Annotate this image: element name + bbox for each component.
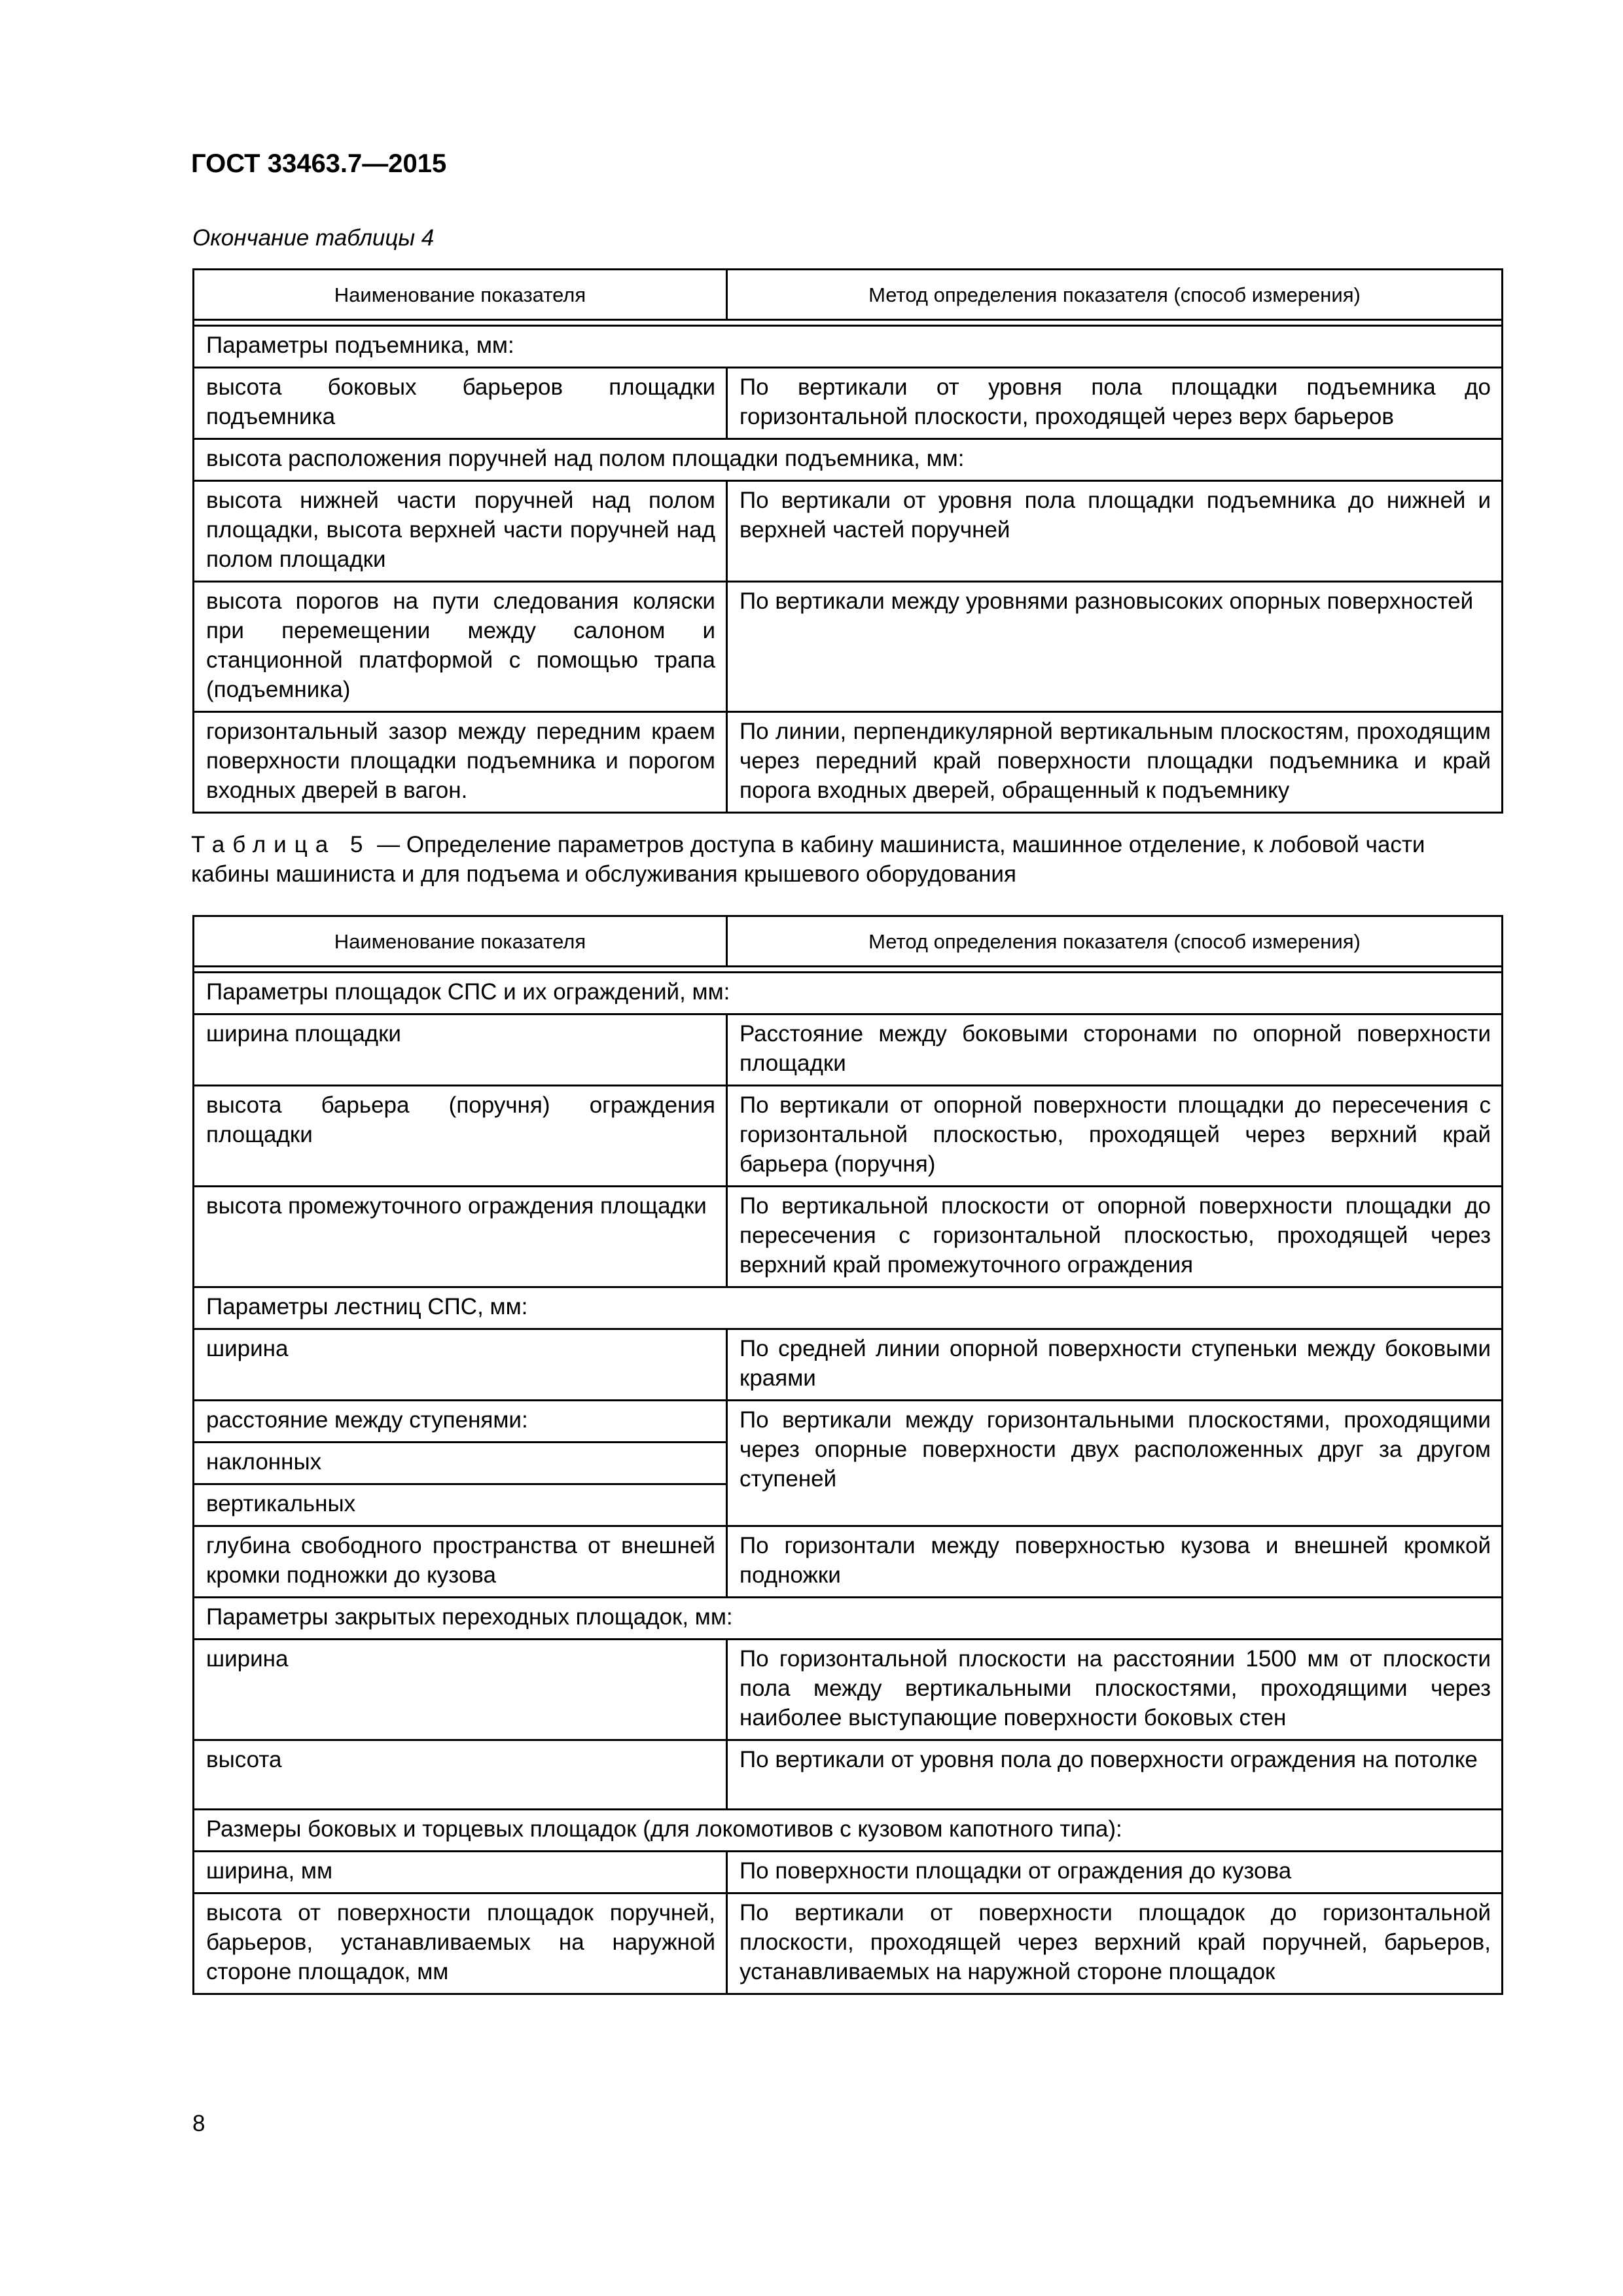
table5 xyxy=(192,915,1503,1995)
parameter-name-cell: вертикальных xyxy=(194,1484,727,1526)
parameter-name-cell: высота xyxy=(194,1740,727,1810)
parameter-name-cell: высота боковых барьеров площадки подъемника xyxy=(194,368,727,439)
method-cell: По вертикали от поверхности площадок до горизонтальной плоскости, проходящей через верхний край поручней, барьеров, устанавливаемых на наружной стороне площадок xyxy=(727,1893,1503,1994)
column-header-method: Метод определения показателя (способ измерения) xyxy=(727,916,1503,967)
table-row xyxy=(194,368,1503,439)
parameter-name-cell: высота барьера (поручня) ограждения площадки xyxy=(194,1086,727,1187)
method-cell: По горизонтали между поверхностью кузова и внешней кромкой подножки xyxy=(727,1526,1503,1598)
method-cell: По вертикали от уровня пола площадки подъемника до горизонтальной плоскости, проходящей через верх барьеров xyxy=(727,368,1503,439)
table5-caption xyxy=(191,830,1500,889)
column-header-name: Наименование показателя xyxy=(194,270,727,320)
table4 xyxy=(192,268,1503,814)
table-row xyxy=(194,1187,1503,1287)
method-cell: По средней линии опорной поверхности ступеньки между боковыми краями xyxy=(727,1329,1503,1401)
table-row xyxy=(194,1526,1503,1598)
method-cell: По вертикальной плоскости от опорной поверхности площадки до пересечения с горизонтальной плоскостью, проходящей через верхний край промежуточного ограждения xyxy=(727,1187,1503,1287)
section-row: Размеры боковых и торцевых площадок (для локомотивов с кузовом капотного типа): xyxy=(194,1810,1503,1852)
parameter-name-cell: высота промежуточного ограждения площадки xyxy=(194,1187,727,1287)
parameter-name-cell: ширина, мм xyxy=(194,1852,727,1893)
table-row xyxy=(194,1329,1503,1401)
table-row xyxy=(194,326,1503,368)
table-row xyxy=(194,1014,1503,1086)
table-row xyxy=(194,712,1503,813)
method-cell: По линии, перпендикулярной вертикальным плоскостям, проходящим через передний край поверхности площадки подъемника и край порога входных дверей, обращенный к подъемнику xyxy=(727,712,1503,813)
table-row xyxy=(194,1287,1503,1329)
table-row xyxy=(194,1893,1503,1994)
method-cell: По вертикали от уровня пола до поверхности ограждения на потолке xyxy=(727,1740,1503,1810)
parameter-name-cell: наклонных xyxy=(194,1443,727,1484)
header-separator xyxy=(194,320,1503,326)
table-row xyxy=(194,1810,1503,1852)
parameter-name-cell: ширина площадки xyxy=(194,1014,727,1086)
parameter-name-cell: высота от поверхности площадок поручней, барьеров, устанавливаемых на наружной стороне площадок, мм xyxy=(194,1893,727,1994)
table-header-row xyxy=(194,916,1503,967)
header-separator xyxy=(194,967,1503,973)
section-row: Параметры закрытых переходных площадок, мм: xyxy=(194,1598,1503,1640)
column-header-name: Наименование показателя xyxy=(194,916,727,967)
table-row xyxy=(194,973,1503,1014)
table-row xyxy=(194,582,1503,712)
section-row: Параметры площадок СПС и их ограждений, мм: xyxy=(194,973,1503,1014)
parameter-name-cell: горизонтальный зазор между передним краем поверхности площадки подъемника и порогом входных дверей в вагон. xyxy=(194,712,727,813)
parameter-name-cell: расстояние между ступенями: xyxy=(194,1401,727,1443)
parameter-name-cell: высота нижней части поручней над полом площадки, высота верхней части поручней над полом площадки xyxy=(194,481,727,582)
section-row: Параметры лестниц СПС, мм: xyxy=(194,1287,1503,1329)
method-cell: Расстояние между боковыми сторонами по опорной поверхности площадки xyxy=(727,1014,1503,1086)
method-cell: По вертикали между горизонтальными плоскостями, проходящими через опорные поверхности двух расположенных друг за другом ступеней xyxy=(727,1401,1503,1526)
table4-continuation-caption: Окончание таблицы 4 xyxy=(192,225,435,251)
method-cell: По горизонтальной плоскости на расстоянии 1500 мм от плоскости пола между вертикальными плоскостями, проходящими через наиболее выступающие поверхности боковых стен xyxy=(727,1640,1503,1740)
parameter-name-cell: ширина xyxy=(194,1329,727,1401)
parameter-name-cell: ширина xyxy=(194,1640,727,1740)
table-row xyxy=(194,1852,1503,1893)
table-row xyxy=(194,1086,1503,1187)
table5-caption-label: Таблица 5 xyxy=(191,832,371,857)
table5-caption-text: — Определение параметров доступа в кабину машиниста, машинное отделение, к лобовой части кабины машиниста и для подъема и обслуживания крышевого оборудования xyxy=(191,832,1425,887)
table-row xyxy=(194,1640,1503,1740)
parameter-name-cell: глубина свободного пространства от внешней кромки подножки до кузова xyxy=(194,1526,727,1598)
table-row xyxy=(194,439,1503,481)
section-row: высота расположения поручней над полом площадки подъемника, мм: xyxy=(194,439,1503,481)
method-cell: По вертикали от уровня пола площадки подъемника до нижней и верхней частей поручней xyxy=(727,481,1503,582)
method-cell: По вертикали от опорной поверхности площадки до пересечения с горизонтальной плоскостью, проходящей через верхний край барьера (поручня) xyxy=(727,1086,1503,1187)
section-row: Параметры подъемника, мм: xyxy=(194,326,1503,368)
table-row xyxy=(194,1598,1503,1640)
table-row xyxy=(194,481,1503,582)
document-title: ГОСТ 33463.7—2015 xyxy=(191,149,447,178)
column-header-method: Метод определения показателя (способ измерения) xyxy=(727,270,1503,320)
method-cell: По поверхности площадки от ограждения до кузова xyxy=(727,1852,1503,1893)
parameter-name-cell: высота порогов на пути следования коляски при перемещении между салоном и станционной платформой с помощью трапа (подъемника) xyxy=(194,582,727,712)
table-row xyxy=(194,1740,1503,1810)
table-row xyxy=(194,1401,1503,1443)
method-cell: По вертикали между уровнями разновысоких опорных поверхностей xyxy=(727,582,1503,712)
page-number: 8 xyxy=(192,2111,205,2136)
table-header-row xyxy=(194,270,1503,320)
